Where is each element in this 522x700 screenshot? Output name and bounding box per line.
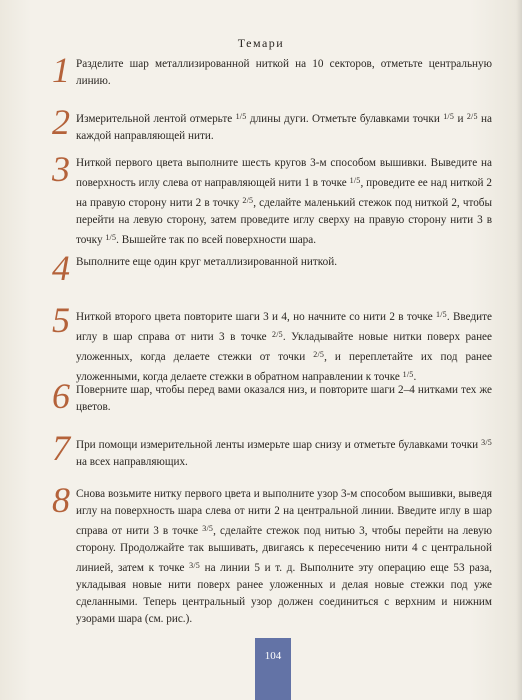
step-1 bbox=[52, 50, 492, 90]
step-8 bbox=[52, 480, 492, 628]
step-4 bbox=[52, 248, 492, 288]
step-text-6: Поверните шар, чтобы перед вами оказался низ, и повторите шаги 2–4 нитками тех же цветов. bbox=[76, 384, 492, 413]
fraction: 2/5 bbox=[313, 350, 325, 359]
step-6 bbox=[52, 376, 492, 416]
step-5 bbox=[52, 300, 492, 386]
step-text-3: Ниткой первого цвета выполните шесть кругов 3-м способом вышивки. Выведите на поверхность иглу слева от направляющей нити 1 в точке $^{1/5}$, проведите ее над ниткой 2 на правую сторону нити 2 в точку $^{2/5}$, сделайте маленький стежок под ниткой 2, чтобы перейти на левую сторону, затем проведите иглу сверху на правую сторону нити 3 в точку $^{1/5}$. Вышейте так по всей поверхности шара. bbox=[76, 157, 492, 246]
fraction: 2/5 bbox=[466, 112, 478, 121]
step-number-7: 7 bbox=[52, 428, 70, 468]
step-number-3: 3 bbox=[52, 149, 70, 189]
fraction: 3/5 bbox=[189, 561, 200, 570]
step-number-5: 5 bbox=[52, 300, 70, 340]
page-number-tab: 104 bbox=[255, 638, 291, 700]
step-text-8: Снова возьмите нитку первого цвета и выполните узор 3-м способом вышивки, выведя иглу на поверхность шара слева от нити 2 на центральной линии. Введите иглу в шар справа от нити 3 в точке $^{3/5}$, сделайте стежок под нитью 3, чтобы перейти на левую сторону. Продолжайте так вышивать, двигаясь к пересечению нити 4 с центральной линией, затем к точке $^{3/5}$ на линии 5 и т. д. Выполните эту операцию еще 53 раза, укладывая новые нити поверх ранее уложенных и делая новые стежки под уже сделанными. Теперь центральный узор должен соединиться с верхним и нижним узорами шара (см. рис.). bbox=[76, 488, 492, 625]
step-2 bbox=[52, 102, 493, 145]
step-number-4: 4 bbox=[52, 248, 70, 288]
fraction: 1/5 bbox=[349, 176, 361, 185]
fraction: 2/5 bbox=[272, 330, 283, 339]
page-title: Темари bbox=[237, 36, 285, 50]
step-3 bbox=[52, 149, 492, 249]
step-text-4: Выполните еще один круг металлизированной ниткой. bbox=[76, 256, 337, 268]
page-edge-shadow bbox=[516, 0, 522, 700]
step-text-5: Ниткой второго цвета повторите шаги 3 и 4, но начните со нити 2 в точке $^{1/5}$. Введите иглу в шар справа от нити 3 в точке $^{2/5}$. Укладывайте новые нитки поверх ранее уложенных, когда делаете стежки от точки $^{2/5}$, и переплетайте их под ранее уложенными, когда делаете стежки в обратном направлении к точке $^{1/5}$. bbox=[76, 310, 492, 383]
step-text-7: При помощи измерительной ленты измерьте шар снизу и отметьте булавками точки $^{3/5}$ на всех направляющих. bbox=[76, 438, 492, 468]
fraction: 1/5 bbox=[436, 310, 447, 319]
fraction: 3/5 bbox=[202, 524, 214, 533]
fraction: 1/5 bbox=[105, 233, 117, 242]
fraction: 1/5 bbox=[443, 112, 455, 121]
step-text-1: Разделите шар металлизированной ниткой на 10 секторов, отметьте центральную линию. bbox=[76, 58, 492, 87]
step-number-6: 6 bbox=[52, 376, 70, 416]
fraction: 1/5 bbox=[402, 370, 414, 379]
step-number-2: 2 bbox=[52, 102, 70, 142]
fraction: 3/5 bbox=[481, 438, 492, 447]
fraction: 2/5 bbox=[242, 196, 254, 205]
step-7 bbox=[52, 428, 492, 471]
step-number-1: 1 bbox=[52, 50, 70, 90]
fraction: 1/5 bbox=[235, 112, 247, 121]
step-text-2: Измерительной лентой отмерьте $^{1/5}$ длины дуги. Отметьте булавками точки $^{1/5}$ и $^{2/5}$ на каждой направляющей нити. bbox=[76, 112, 493, 142]
step-number-8: 8 bbox=[52, 480, 70, 520]
